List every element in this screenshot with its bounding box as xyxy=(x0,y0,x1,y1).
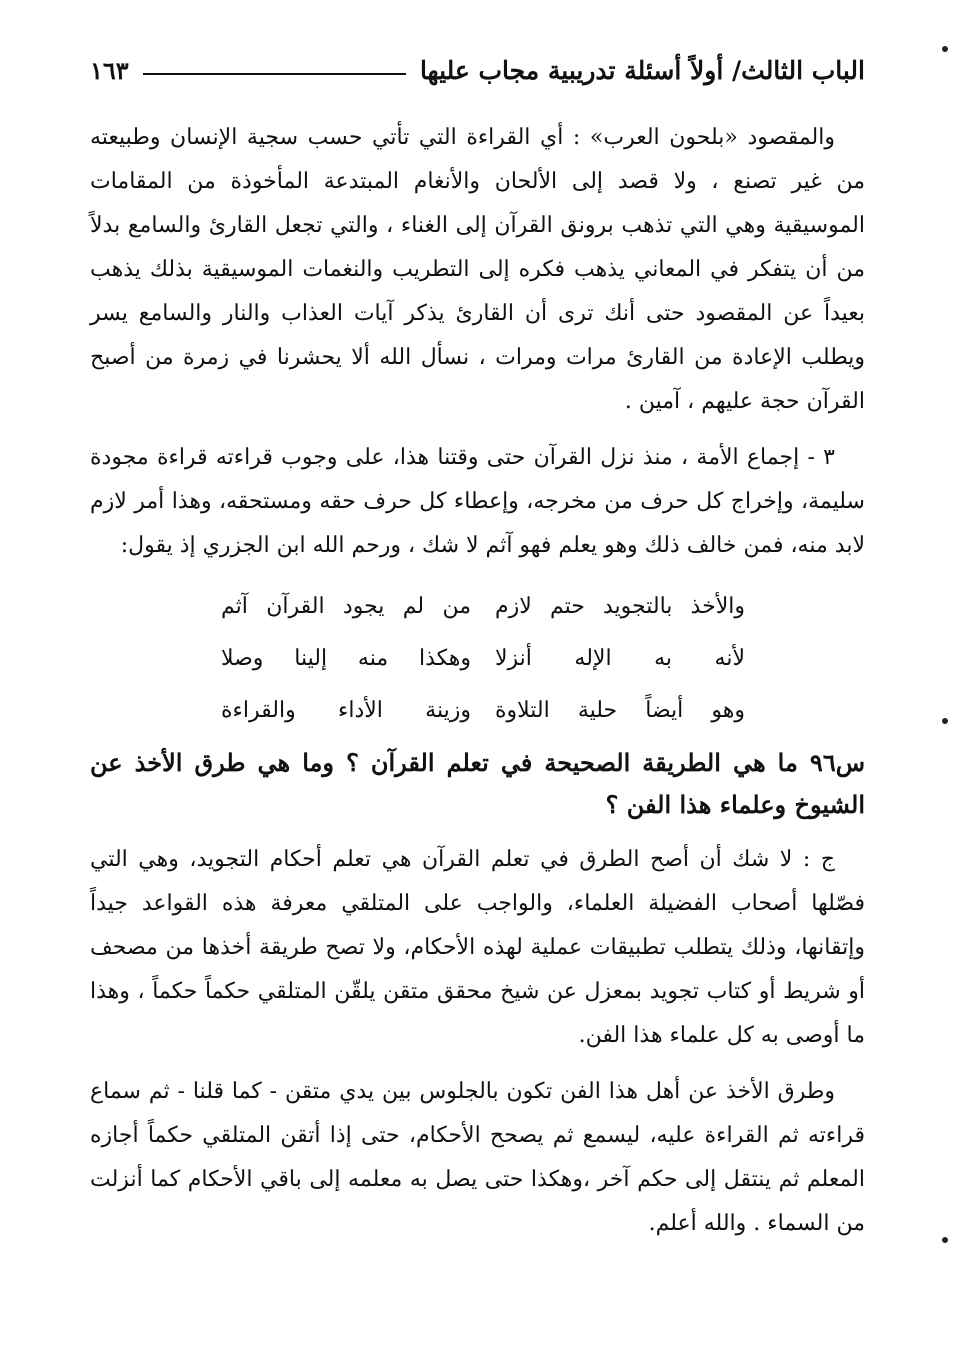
running-header xyxy=(90,50,865,90)
verse xyxy=(90,684,745,736)
page-number: ١٦٣ xyxy=(90,55,129,85)
verse-first-hemistich: لأنه به الإله أنزلا xyxy=(495,645,745,671)
answer-paragraph-methods: وطرق الأخذ عن أهل هذا الفن تكون بالجلوس بين يدي متقن - كما قلنا - ثم سماع قراءته ثم القراءة عليه، ليسمع ثم يصحح الأحكام، حتى إذا أتقن المتلقي حكماً أجازه المعلم ثم ينتقل إلى حكم آخر ،وهكذا حتى يصل به معلمه إلى باقي الأحكام كما أنزلت من السماء . والله أعلم. xyxy=(90,1079,865,1236)
verse xyxy=(90,580,745,632)
verse-second-hemistich: وزينة الأداء والقراءة xyxy=(221,697,471,723)
question-96: س٩٦ ما هي الطريقة الصحيحة في تعلم القرآن ؟ وما هي طرق الأخذ عن الشيوخ وعلماء هذا الفن ؟ xyxy=(90,748,865,819)
margin-dot xyxy=(942,1237,948,1243)
verse xyxy=(90,632,745,684)
chapter-title: الباب الثالث/ أولاً أسئلة تدريبية مجاب عليها xyxy=(419,55,865,85)
margin-dot xyxy=(942,46,948,52)
header-rule xyxy=(143,73,406,75)
poem-ibn-aljazari xyxy=(90,580,865,736)
verse-second-hemistich: من لم يجود القرآن آثم xyxy=(221,593,471,619)
margin-dot xyxy=(942,718,948,724)
verse-first-hemistich: والأخذ بالتجويد حتم لازم xyxy=(495,593,745,619)
verse-first-hemistich: وهو أيضاً حلية التلاوة xyxy=(495,697,745,723)
answer-paragraph: ج : لا شك أن أصح الطرق في تعلم القرآن هي تعلم أحكام التجويد، وهي التي فصّلها أصحاب الفضيلة العلماء، والواجب على المتلقي معرفة هذه القواعد جيداً وإتقانها، وذلك يتطلب تطبيقات عملية لهذه الأحكام، ولا تصح طريقة أخذها من مصحف أو شريط أو كتاب تجويد بمعزل عن شيخ محقق متقن يلقّن المتلقي حكماً حكماً ، وهذا ما أوصى به كل علماء هذا الفن. xyxy=(90,847,865,1048)
paragraph-arab-tunes: والمقصود «بلحون العرب» : أي القراءة التي تأتي حسب سجية الإنسان وطبيعته من غير تصنع ، ولا قصد إلى الألحان والأنغام المبتدعة المأخوذة من المقامات الموسيقية وهي التي تذهب برونق القرآن إلى الغناء ، والتي تجعل القارئ والسامع بدلاً من أن يتفكر في المعاني يذهب فكره إلى التطريب والنغمات الموسيقية بذلك يذهب بعيداً عن المقصود حتى أنك ترى أن القارئ يذكر آيات العذاب والنار والسامع يسر ويطلب الإعادة من القارئ مرات ومرات ، نسأل الله ألا يحشرنا في زمرة من أصبح القرآن حجة عليهم ، آمين . xyxy=(90,125,865,414)
paragraph-consensus: ٣ - إجماع الأمة ، منذ نزل القرآن حتى وقتنا هذا، على وجوب قراءته قراءة مجودة سليمة، وإخراج كل حرف من مخرجه، وإعطاء كل حرف حقه ومستحقه، وهذا أمر لازم لابد منه، فمن خالف ذلك وهو يعلم فهو آثم لا شك ، ورحم الله ابن الجزري إذ يقول: xyxy=(90,445,865,558)
verse-second-hemistich: وهكذا منه إلينا وصلا xyxy=(221,645,471,671)
